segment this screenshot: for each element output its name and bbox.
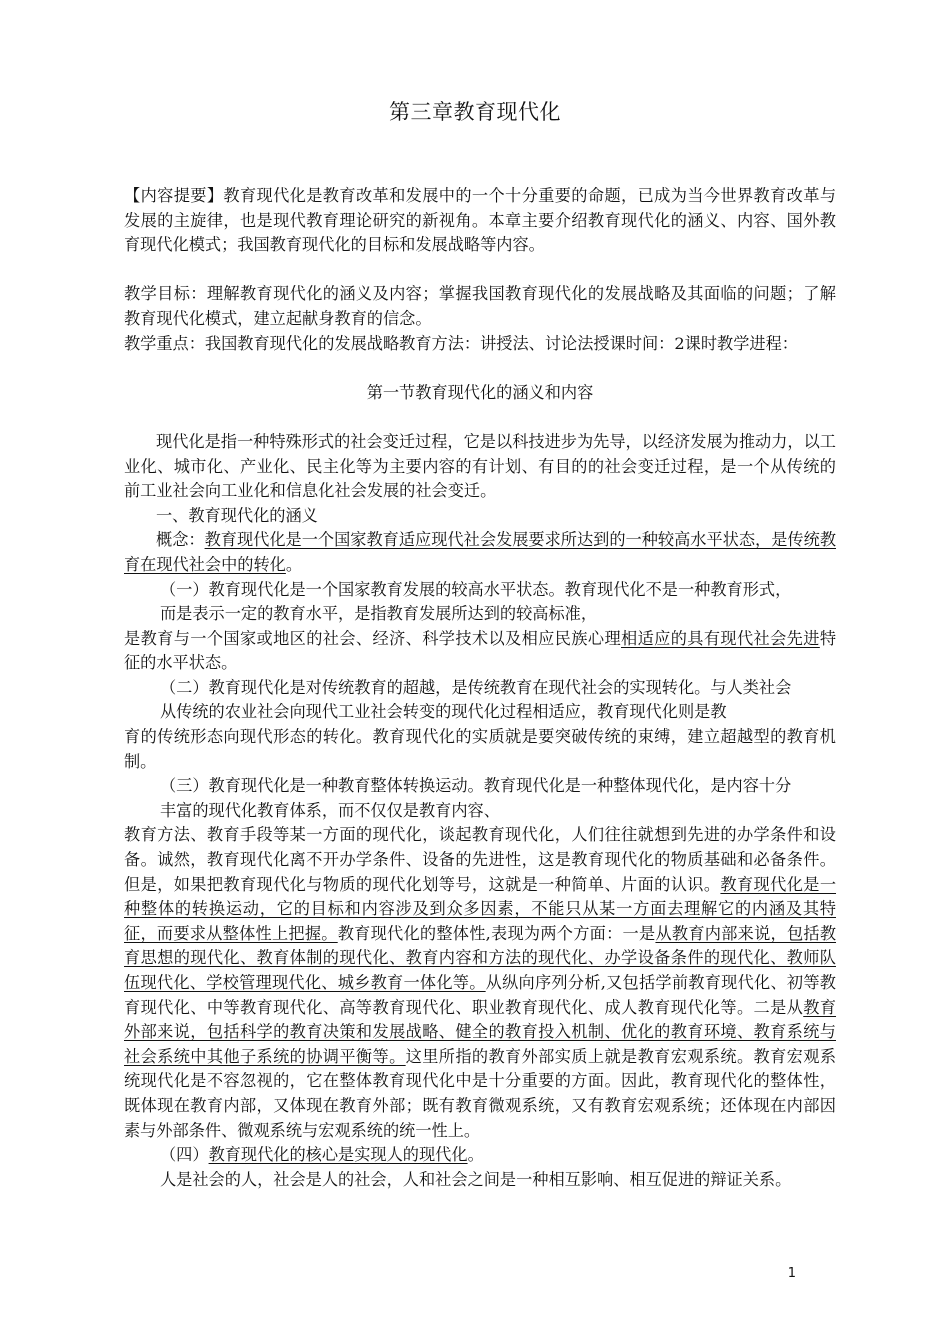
point3-underlined2: 从教育内部来说，包括教育思想的现代化、教育体制的现代化、教育内容和方法的现代化、办学设备条件的现代化、教师队伍现代化、学校管理现代化、城乡教育一体化等。 — [124, 923, 837, 992]
point3-line1: （三）教育现代化是一种教育整体转换运动。教育现代化是一种整体现代化，是内容十分 — [160, 776, 792, 796]
document-body — [124, 184, 836, 1192]
point1-underlined: 相适应的具有现代社会先进 — [621, 628, 820, 648]
point2-line3: 育的传统形态向现代形态的转化。教育现代化的实质就是要突破传统的束缚，建立超越型的教育机制。 — [124, 727, 836, 771]
section-title: 第一节教育现代化的涵义和内容 — [366, 382, 594, 402]
summary-text: 教育现代化是教育改革和发展中的一个十分重要的命题，已成为当今世界教育改革与发展的主旋律，也是现代教育理论研究的新视角。本章主要介绍教育现代化的涵义、内容、国外教育现代化模式；我国教育现代化的目标和发展战略等内容。 — [124, 186, 837, 255]
summary-label: 【内容提要】 — [124, 186, 224, 205]
point4-underlined: 教育现代化的核心是实现人的现代化 — [208, 1145, 468, 1165]
point3-line2: 丰富的现代化教育体系，而不仅仅是教育内容、 — [160, 800, 500, 820]
point1-text-end: 特征的水平状态。 — [124, 628, 837, 673]
point1-line3 — [124, 627, 836, 676]
point1-line2: 而是表示一定的教育水平，是指教育发展所达到的较高标准， — [160, 604, 598, 624]
point4-paragraph — [124, 1143, 836, 1168]
page-number: 1 — [787, 1266, 796, 1281]
point3-text2: 教育现代化的整体性,表现为两个方面：一是 — [337, 923, 656, 943]
point3-text3: 从纵向序列分析,又包括学前教育现代化、初等教育现代化、中等教育现代化、高等教育现代化、职业教育现代化、成人教育现代化等。二是从 — [124, 973, 836, 1017]
point4-end: 。 — [467, 1145, 484, 1165]
last-paragraph: 人是社会的人，社会是人的社会，人和社会之间是一种相互影响、相互促进的辩证关系。 — [160, 1169, 792, 1189]
intro-paragraph: 现代化是指一种特殊形式的社会变迁过程，它是以科技进步为先导，以经济发展为推动力，以工业化、城市化、产业化、民主化等为主要内容的有计划、有目的的社会变迁过程，是一个从传统的前工业社会向工业化和信息化社会发展的社会变迁。 — [124, 431, 836, 501]
point4-label: （四） — [160, 1145, 209, 1165]
point3-underlined1: 教育现代化是一种整体的转换运动，它的目标和内容涉及到众多因素，不能只从某一方面去理解它的内涵及其特征，而要求从整体性上把握。 — [124, 874, 837, 943]
point1-text: 是教育与一个国家或地区的社会、经济、科学技术以及相应民族心理 — [124, 628, 622, 648]
heading-meaning: 一、教育现代化的涵义 — [156, 505, 318, 525]
point1-line1: （一）教育现代化是一个国家教育发展的较高水平状态。教育现代化不是一种教育形式， — [160, 579, 792, 599]
concept-definition: 教育现代化是一个国家教育适应现代社会发展要求所达到的一种较高水平状态，是传统教育在现代社会中的转化 — [124, 530, 837, 574]
point2-line1: （二）教育现代化是对传统教育的超越，是传统教育在现代社会的实现转化。与人类社会 — [160, 677, 792, 697]
teaching-keypoints: 教学重点：我国教育现代化的发展战略教育方法：讲授法、讨论法授课时间：2课时教学进程： — [124, 333, 798, 353]
teaching-goals: 教学目标：理解教育现代化的涵义及内容；掌握我国教育现代化的发展战略及其面临的问题；了解教育现代化模式，建立起献身教育的信念。 — [124, 284, 836, 328]
point2-line2: 从传统的农业社会向现代工业社会转变的现代化过程相适应，教育现代化则是教 — [160, 702, 727, 722]
point3-text4: 这里所指的教育外部实质上就是教育宏观系统。教育宏观系统现代化是不容忽视的，它在整体教育现代化中是十分重要的方面。因此，教育现代化的整体性，既体现在教育内部，又体现在教育外部；既有教育微观系统，又有教育宏观系统；还体现在内部因素与外部条件、微观系统与宏观系统的统一性上。 — [124, 1046, 837, 1140]
point3-underlined3: 教育外部来说，包括科学的教育决策和发展战略、健全的教育投入机制、优化的教育环境、教育系统与社会系统中其他子系统的协调平衡等。 — [124, 997, 837, 1066]
concept-label: 概念： — [156, 530, 205, 550]
concept-paragraph — [124, 528, 836, 577]
point3-text1: 教育方法、教育手段等某一方面的现代化，谈起教育现代化，人们往往就想到先进的办学条件和设备。诚然，教育现代化离不开办学条件、设备的先进性，这是教育现代化的物质基础和必备条件。但是，如果把教育现代化与物质的现代化划等号，这就是一种简单、片面的认识。 — [124, 825, 836, 894]
concept-end: 。 — [285, 554, 303, 574]
summary-paragraph — [124, 184, 836, 258]
chapter-title: 第三章教育现代化 — [389, 100, 561, 124]
point3-body — [124, 823, 836, 1143]
